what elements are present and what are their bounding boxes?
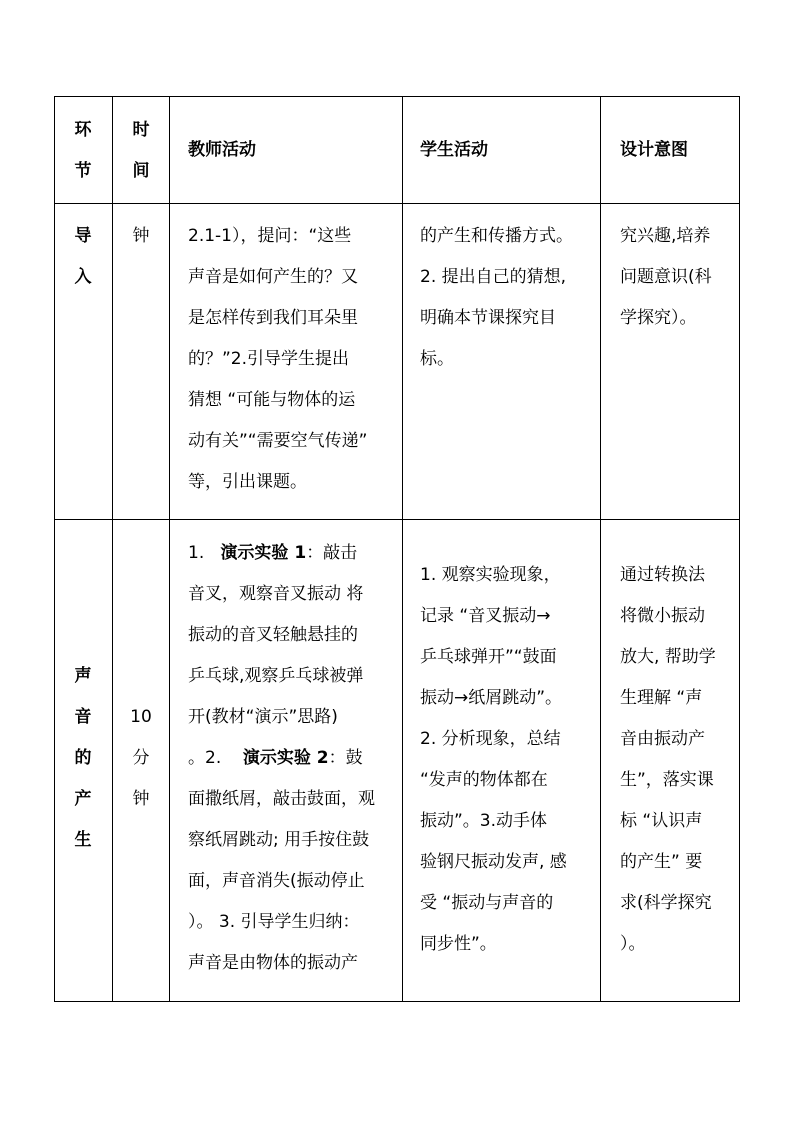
- text-line: 的产生” 要: [620, 852, 703, 872]
- text-line: 是怎样传到我们耳朵里: [188, 308, 358, 328]
- text-line: 的产生和传播方式。: [420, 226, 573, 246]
- header-shijian-char: 间: [132, 161, 150, 181]
- text-line: [188, 779, 400, 820]
- text-line: [188, 697, 400, 738]
- stage-char: 生: [74, 830, 92, 850]
- text-line: 通过转换法: [620, 565, 705, 585]
- header-design-intent: 设计意图: [620, 140, 688, 160]
- lesson-plan-table: [54, 96, 740, 1002]
- text-line: ）。: [620, 934, 646, 954]
- stage-char: 的: [74, 748, 92, 768]
- text-segment: ）。 3. 引导学生归纳：: [188, 912, 360, 932]
- text-segment: 面，声音消失(振动停止: [188, 871, 365, 891]
- time-daoru: [127, 216, 155, 257]
- stage-daoru: [68, 216, 98, 298]
- time-text: 钟: [132, 226, 150, 246]
- text-line: 同步性”。: [420, 934, 497, 954]
- stage-char: 产: [74, 789, 92, 809]
- column-divider: [600, 96, 601, 1002]
- text-line: [188, 820, 400, 861]
- header-teacher-activity: 教师活动: [188, 140, 256, 160]
- text-line: 猜想 “可能与物体的运: [188, 390, 356, 410]
- text-line: 标。: [420, 349, 454, 369]
- text-line: 声音是如何产生的？又: [188, 267, 358, 287]
- time-text: 钟: [132, 789, 150, 809]
- text-line: 求(科学探究: [620, 893, 712, 913]
- time-text: 10: [130, 707, 152, 727]
- text-line: “发声的物体都在: [420, 770, 548, 790]
- text-line: 学探究）。: [620, 308, 697, 328]
- row-divider: [54, 519, 740, 520]
- text-line: 明确本节课探究目: [420, 308, 556, 328]
- row-divider: [54, 203, 740, 204]
- text-line: 记录 “音叉振动→: [420, 606, 551, 626]
- teacher-activity-shengyin: [188, 533, 400, 984]
- text-segment: ：鼓: [328, 748, 363, 768]
- stage-char: 入: [74, 267, 92, 287]
- header-huanjie-char: 环: [74, 120, 92, 140]
- text-line: 2. 提出自己的猜想,: [420, 267, 567, 287]
- stage-char: 声: [74, 666, 92, 686]
- student-activity-daoru: [420, 216, 598, 380]
- teacher-activity-daoru: [188, 216, 400, 503]
- design-intent-shengyin: [620, 555, 738, 965]
- stage-char: 音: [74, 707, 92, 727]
- text-line: 等，引出课题。: [188, 472, 307, 492]
- text-line: 验钢尺振动发声, 感: [420, 852, 567, 872]
- student-activity-shengyin: [420, 555, 598, 965]
- text-line: 问题意识(科: [620, 267, 712, 287]
- text-line: 受 “振动与声音的: [420, 893, 554, 913]
- text-line: 振动”。3.动手体: [420, 811, 548, 831]
- time-shengyin-chansheng: [126, 697, 156, 820]
- text-segment: 。2.: [188, 748, 243, 768]
- text-line: [188, 574, 400, 615]
- text-line: 振动→纸屑跳动”。: [420, 688, 563, 708]
- header-huanjie-char: 节: [74, 161, 92, 181]
- text-line: 究兴趣,培养: [620, 226, 711, 246]
- text-segment: 音叉，观察音叉振动 将: [188, 584, 364, 604]
- header-shijian-char: 时: [132, 120, 150, 140]
- text-line: [188, 533, 400, 574]
- text-segment: 振动的音叉轻触悬挂的: [188, 625, 358, 645]
- table-border-bottom: [54, 1001, 740, 1002]
- text-line: 音由振动产: [620, 729, 705, 749]
- text-segment: 声音是由物体的振动产: [188, 953, 358, 973]
- text-line: 的？”2.引导学生提出: [188, 349, 350, 369]
- text-segment: 察纸屑跳动; 用手按住鼓: [188, 830, 370, 850]
- header-huanjie: [68, 110, 98, 192]
- bold-text-segment: 演示实验 2: [242, 748, 329, 768]
- text-line: 2. 分析现象，总结: [420, 729, 561, 749]
- stage-shengyin-chansheng: [68, 656, 98, 861]
- column-divider: [169, 96, 170, 1002]
- table-border-top: [54, 96, 740, 97]
- header-student-activity: 学生活动: [420, 140, 488, 160]
- text-line: 1. 观察实验现象，: [420, 565, 561, 585]
- design-intent-daoru: [620, 216, 738, 339]
- column-divider: [402, 96, 403, 1002]
- text-line: [188, 738, 400, 779]
- text-line: 标 “认识声: [620, 811, 703, 831]
- text-segment: 面撒纸屑，敲击鼓面，观: [188, 789, 375, 809]
- text-line: [188, 615, 400, 656]
- text-line: [188, 943, 400, 984]
- text-line: 放大, 帮助学: [620, 647, 716, 667]
- text-line: 动有关”“需要空气传递”: [188, 431, 368, 451]
- text-line: 2.1-1），提问：“这些: [188, 226, 352, 246]
- text-segment: 1.: [188, 543, 221, 563]
- bold-text-segment: 演示实验 1: [220, 543, 307, 563]
- text-segment: 开(教材“演示”思路): [188, 707, 338, 727]
- table-border-left: [54, 96, 55, 1002]
- header-shijian: [126, 110, 156, 192]
- column-divider: [112, 96, 113, 1002]
- text-line: 将微小振动: [620, 606, 705, 626]
- text-segment: ：敲击: [306, 543, 358, 563]
- text-line: 生”，落实课: [620, 770, 714, 790]
- text-segment: 乒乓球,观察乒乓球被弹: [188, 666, 364, 686]
- text-line: [188, 656, 400, 697]
- stage-char: 导: [74, 226, 92, 246]
- text-line: [188, 902, 400, 943]
- table-border-right: [739, 96, 740, 1002]
- text-line: 生理解 “声: [620, 688, 703, 708]
- time-text: 分: [132, 748, 150, 768]
- text-line: 乒乓球弹开”“鼓面: [420, 647, 557, 667]
- text-line: [188, 861, 400, 902]
